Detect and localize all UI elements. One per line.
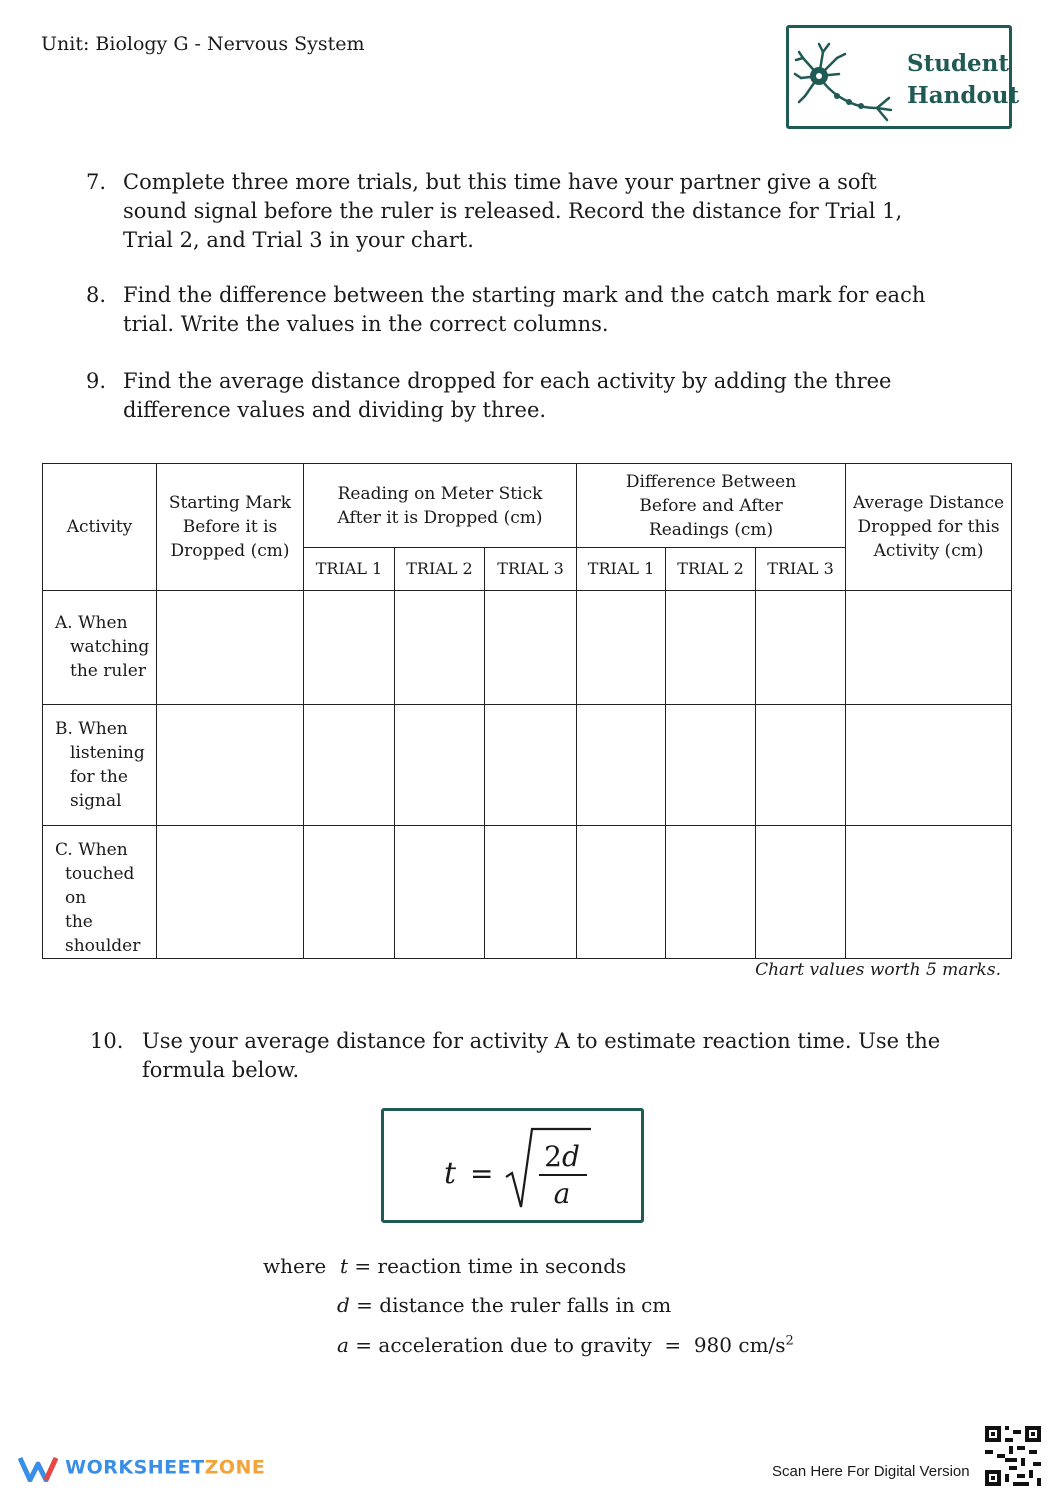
badge-line-2: Handout [907, 82, 1020, 109]
question-line: difference values and dividing by three. [123, 398, 547, 422]
badge-line-1: Student [907, 50, 1010, 77]
header-line: Dropped (cm) [170, 541, 290, 561]
activity-c [43, 826, 157, 959]
header-average [846, 464, 1012, 591]
header-reading-trial-2: TRIAL 2 [395, 548, 485, 591]
def-var: d [337, 1293, 350, 1317]
header-line: Dropped for this [857, 517, 1000, 537]
def-var: a [337, 1333, 349, 1357]
def-desc: reaction time in seconds [377, 1254, 627, 1278]
cell-reading-b-1[interactable] [304, 705, 395, 826]
header-line: Readings (cm) [648, 519, 774, 540]
activity-line: for the [70, 767, 128, 787]
cell-diff-b-3[interactable] [756, 705, 846, 826]
def-var: t [340, 1254, 349, 1278]
question-number: 10. [90, 1029, 124, 1053]
cell-diff-a-3[interactable] [756, 591, 846, 705]
question-line: Find the average distance dropped for each activity by adding the three [123, 369, 892, 393]
scan-label: Scan Here For Digital Version [772, 1463, 970, 1480]
header-reading [304, 464, 577, 548]
question-line: Complete three more trials, but this time have your partner give a soft [123, 170, 877, 194]
unit-title: Unit: Biology G - Nervous System [41, 33, 365, 55]
question-line: trial. Write the values in the correct columns. [123, 312, 609, 336]
cell-diff-b-1[interactable] [577, 705, 666, 826]
table-row [43, 591, 1012, 705]
where-label: where [263, 1254, 327, 1278]
cell-reading-c-3[interactable] [485, 826, 577, 959]
question-number: 7. [86, 170, 107, 194]
marks-note: Chart values worth 5 marks. [755, 960, 1001, 980]
header-line: Activity (cm) [873, 541, 984, 561]
cell-reading-b-2[interactable] [395, 705, 485, 826]
table-row [43, 826, 1012, 959]
header-reading-trial-1: TRIAL 1 [304, 548, 395, 591]
header-line: Before and After [639, 495, 783, 516]
cell-reading-c-1[interactable] [304, 826, 395, 959]
header-reading-trial-3: TRIAL 3 [485, 548, 577, 591]
worksheetzone-logo[interactable] [18, 1454, 265, 1482]
def-exponent: 2 [785, 1333, 794, 1349]
activity-b [43, 705, 157, 826]
logo-text-b: ZONE [204, 1456, 266, 1479]
cell-reading-a-3[interactable] [485, 591, 577, 705]
activity-line: C. When [55, 840, 128, 860]
header-diff-trial-2: TRIAL 2 [666, 548, 756, 591]
def-eq: = [354, 1254, 372, 1278]
def-eq: = [355, 1333, 373, 1357]
header-diff-trial-3: TRIAL 3 [756, 548, 846, 591]
header-line: Difference Between [625, 471, 797, 492]
header-line: After it is Dropped (cm) [337, 507, 543, 528]
formula-t: t [444, 1156, 457, 1191]
header-activity: Activity [43, 464, 157, 591]
cell-reading-a-1[interactable] [304, 591, 395, 705]
worksheetzone-w-icon [18, 1454, 58, 1482]
cell-average-b[interactable] [846, 705, 1012, 826]
activity-line: the ruler [70, 661, 146, 681]
cell-diff-a-1[interactable] [577, 591, 666, 705]
cell-reading-b-3[interactable] [485, 705, 577, 826]
cell-average-a[interactable] [846, 591, 1012, 705]
header-line: Starting Mark [168, 493, 292, 513]
header-diff-trial-1: TRIAL 1 [577, 548, 666, 591]
activity-line: the [65, 912, 93, 932]
activity-line: shoulder [65, 936, 141, 956]
activity-a [43, 591, 157, 705]
header-line: Before it is [182, 517, 278, 537]
header-starting-mark [157, 464, 304, 591]
question-line: sound signal before the ruler is released. Record the distance for Trial 1, [123, 199, 903, 223]
reaction-chart-table [42, 463, 1012, 959]
formula-equals: = [470, 1157, 494, 1190]
neuron-icon [793, 38, 903, 128]
question-number: 8. [86, 283, 107, 307]
cell-start-c[interactable] [157, 826, 304, 959]
activity-line: signal [70, 791, 122, 811]
cell-diff-b-2[interactable] [666, 705, 756, 826]
formula-svg [384, 1111, 641, 1220]
activity-line: A. When [55, 613, 128, 633]
cell-reading-c-2[interactable] [395, 826, 485, 959]
definition-t [340, 1254, 626, 1278]
header-line: Average Distance [852, 493, 1005, 513]
def-eq: = [356, 1293, 373, 1317]
cell-diff-c-1[interactable] [577, 826, 666, 959]
definition-a [337, 1333, 794, 1357]
reaction-time-formula [381, 1108, 644, 1223]
header-difference [577, 464, 846, 548]
qr-code-icon[interactable] [985, 1426, 1041, 1486]
cell-average-c[interactable] [846, 826, 1012, 959]
cell-diff-c-3[interactable] [756, 826, 846, 959]
question-line: Trial 2, and Trial 3 in your chart. [123, 228, 474, 252]
question-line: formula below. [142, 1058, 300, 1082]
cell-diff-a-2[interactable] [666, 591, 756, 705]
header-line: Reading on Meter Stick [337, 483, 543, 504]
def-desc: acceleration due to gravity = 980 cm/s [378, 1333, 786, 1357]
activity-line: watching [70, 637, 150, 657]
cell-start-b[interactable] [157, 705, 304, 826]
formula-denominator: a [553, 1177, 571, 1210]
activity-line: B. When [55, 719, 128, 739]
def-desc: distance the ruler falls in cm [379, 1293, 672, 1317]
question-line: Use your average distance for activity A to estimate reaction time. Use the [142, 1029, 941, 1053]
activity-line: listening [70, 743, 145, 763]
table-row [43, 705, 1012, 826]
student-handout-badge [786, 25, 1020, 129]
activity-line: touched on [65, 864, 135, 908]
cell-diff-c-2[interactable] [666, 826, 756, 959]
cell-start-a[interactable] [157, 591, 304, 705]
definition-d [337, 1293, 671, 1317]
logo-text-a: WORKSHEET [65, 1456, 205, 1479]
cell-reading-a-2[interactable] [395, 591, 485, 705]
formula-numerator: 2d [544, 1140, 580, 1173]
question-number: 9. [86, 369, 107, 393]
question-line: Find the difference between the starting mark and the catch mark for each [123, 283, 926, 307]
